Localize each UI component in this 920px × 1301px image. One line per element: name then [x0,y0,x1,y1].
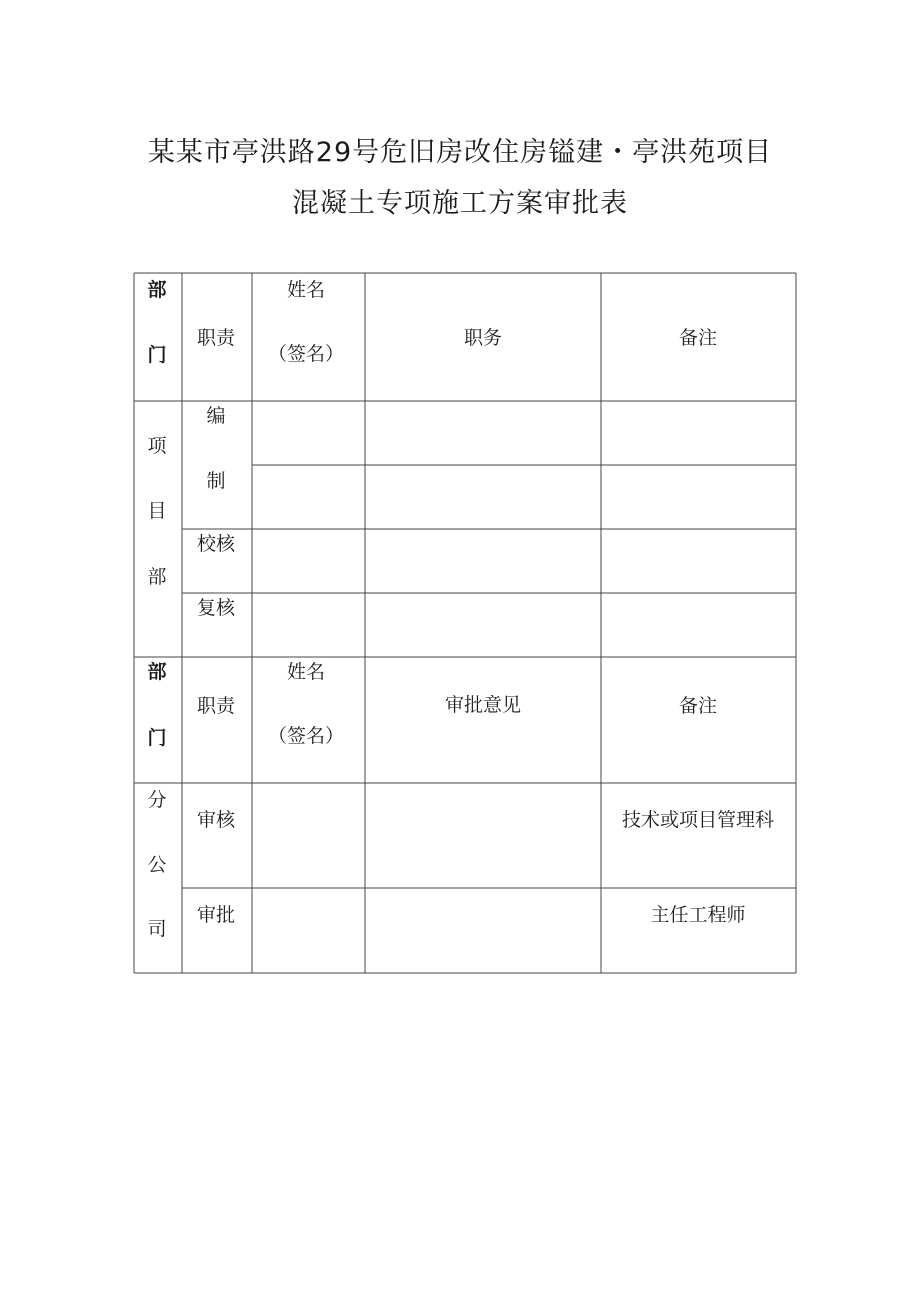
header1-dept-char: 门 [147,344,167,366]
header2-role: 职责 [196,695,236,717]
project-dept-char: 项 [147,435,167,457]
header2-name-sign: （签名） [267,725,345,747]
project-role: 校核 [196,533,236,555]
page-subtitle: 混凝土专项施工方案审批表 [292,188,628,219]
page-title: 某某市亭洪路29号危旧房改住房镒建・亭洪苑项目 [147,137,773,168]
header2-name: 姓名 [286,661,326,683]
branch-remark: 主任工程师 [650,904,746,926]
header1-remark: 备注 [678,327,718,349]
header1-name: 姓名 [286,279,326,301]
header2-dept-char: 部 [147,661,167,683]
header1-name-sign: （签名） [267,343,345,365]
branch-dept-char: 分 [147,789,167,811]
branch-role: 审批 [196,904,236,926]
project-dept-char: 部 [147,566,167,588]
header1-dept-char: 部 [147,279,167,301]
header2-dept-char: 门 [147,727,167,749]
branch-role: 审核 [196,809,236,831]
project-role: 编 [206,405,226,427]
branch-remark: 技术或项目管理科 [621,809,775,831]
branch-dept-char: 公 [147,854,167,876]
project-role: 复核 [196,597,236,619]
header1-role: 职责 [196,327,236,349]
project-role: 制 [206,470,226,492]
header2-opinion: 审批意见 [444,694,522,716]
header1-position: 职务 [463,327,503,349]
branch-dept-char: 司 [147,918,167,940]
header2-remark: 备注 [678,695,718,717]
project-dept-char: 目 [147,500,167,522]
